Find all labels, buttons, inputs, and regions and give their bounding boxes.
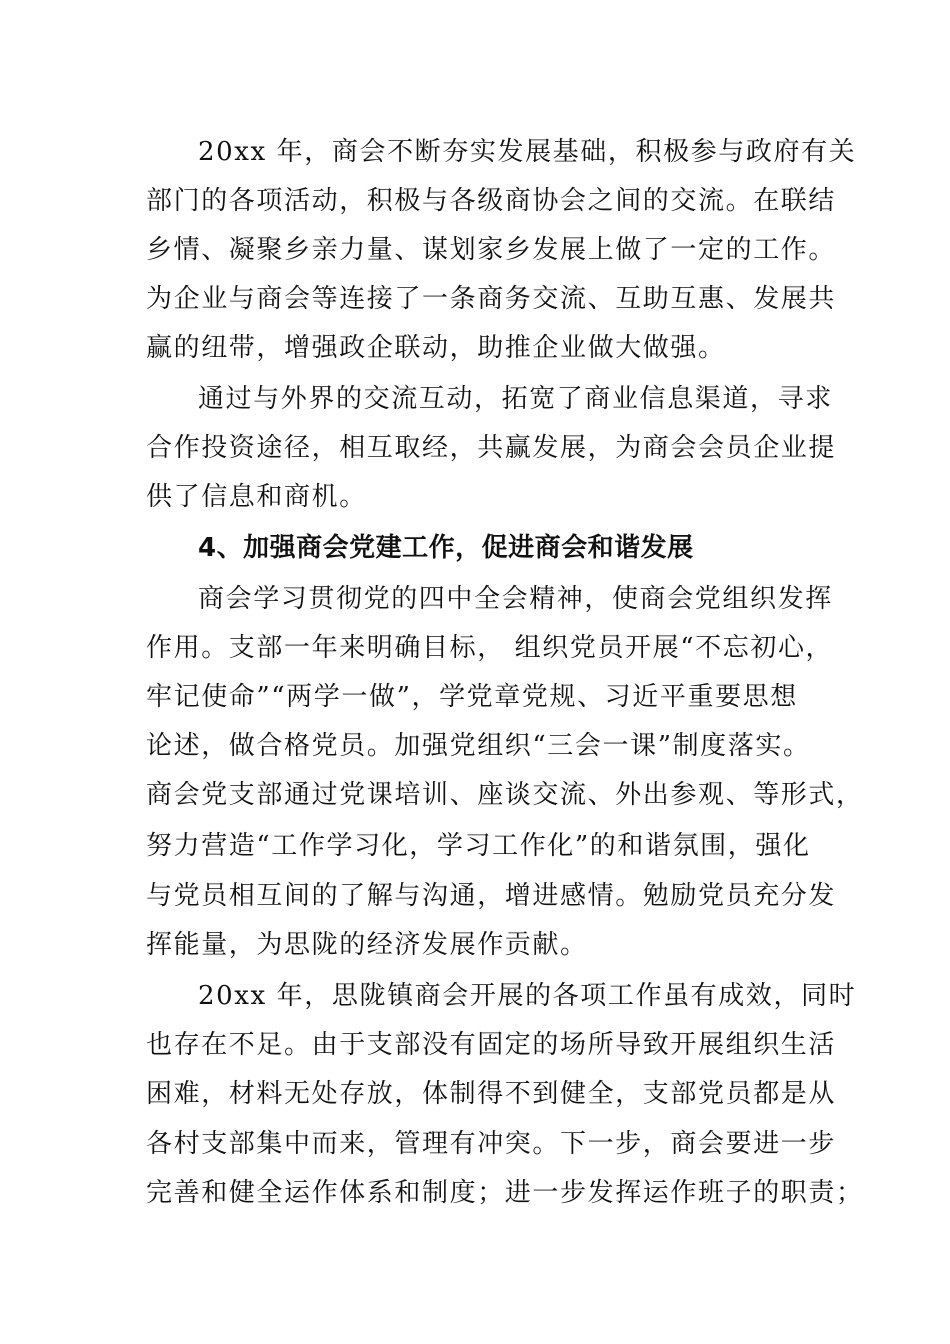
paragraph-line: 通过与外界的交流互动，拓宽了商业信息渠道，寻求 <box>198 384 833 414</box>
paragraph-line: 为企业与商会等连接了一条商务交流、互助互惠、发展共 <box>146 284 837 314</box>
paragraph-line: 部门的各项活动，积极与各级商协会之间的交流。在联结 <box>146 186 837 216</box>
paragraph-line: 也存在不足。由于支部没有固定的场所导致开展组织生活 <box>146 1030 837 1060</box>
paragraph-line: 挥能量，为思陇的经济发展作贡献。 <box>146 930 588 960</box>
paragraph-line: 赢的纽带，增强政企联动，助推企业做大做强。 <box>146 333 726 363</box>
paragraph-line: 商会党支部通过党课培训、座谈交流、外出参观、等形式， <box>146 780 864 810</box>
paragraph-line: 各村支部集中而来，管理有冲突。下一步，商会要进一步 <box>146 1129 837 1159</box>
paragraph-line: 与党员相互间的了解与沟通，增进感情。勉励党员充分发 <box>146 881 837 911</box>
paragraph-line: 合作投资途径，相互取经，共赢发展，为商会会员企业提 <box>146 433 837 463</box>
paragraph-line: 20xx 年，商会不断夯实发展基础，积极参与政府有关 <box>198 137 857 167</box>
paragraph-line: 牢记使命”“两学一做”，学党章党规、习近平重要思想 <box>146 682 798 712</box>
paragraph-line: 20xx 年，思陇镇商会开展的各项工作虽有成效，同时 <box>198 981 857 1011</box>
paragraph-line: 作用。支部一年来明确目标， 组织党员开展“不忘初心， <box>146 633 834 663</box>
paragraph-line: 困难，材料无处存放，体制得不到健全，支部党员都是从 <box>146 1079 837 1109</box>
paragraph-line: 论述，做合格党员。加强党组织“三会一课”制度落实。 <box>146 731 811 761</box>
paragraph-line: 供了信息和商机。 <box>146 482 367 512</box>
paragraph-line: 商会学习贯彻党的四中全会精神，使商会党组织发挥 <box>198 584 833 614</box>
paragraph-line: 努力营造“工作学习化，学习工作化”的和谐氛围，强化 <box>146 831 811 861</box>
paragraph-line: 完善和健全运作体系和制度；进一步发挥运作班子的职责； <box>146 1178 864 1208</box>
section-heading: 4、加强商会党建工作，促进商会和谐发展 <box>198 533 694 563</box>
paragraph-line: 乡情、凝聚乡亲力量、谋划家乡发展上做了一定的工作。 <box>146 235 837 265</box>
